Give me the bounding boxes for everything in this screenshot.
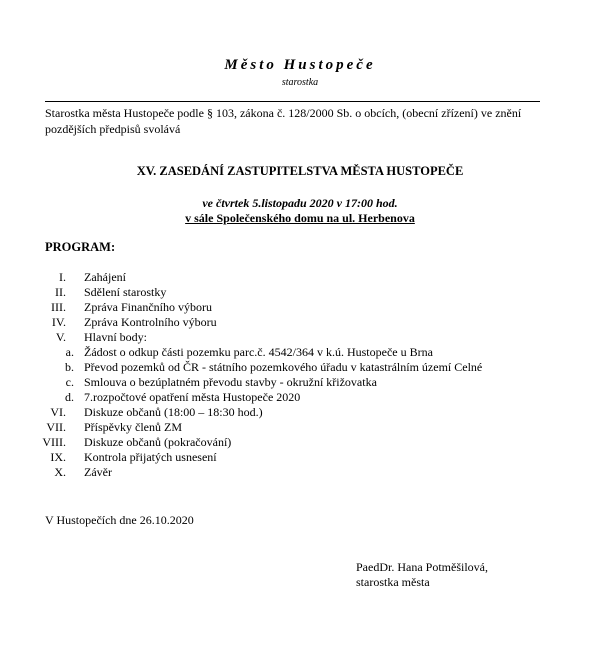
agenda-subitem xyxy=(0,345,600,360)
agenda-item-text: Diskuze občanů (18:00 – 18:30 hod.) xyxy=(84,405,263,419)
agenda-item-number: V. xyxy=(55,330,66,344)
agenda-item xyxy=(0,285,600,300)
agenda-subitem-letter: c. xyxy=(65,375,74,389)
agenda-item-number: X. xyxy=(54,465,66,479)
program-heading: PROGRAM: xyxy=(45,240,116,254)
agenda-subitem-text: Převod pozemků od ČR - státního pozemkového úřadu v katastrálním území Celné xyxy=(84,360,483,374)
agenda-subitem-text: Smlouva o bezúplatném převodu stavby - okružní křižovatka xyxy=(84,375,377,389)
town-title: Město Hustopeče xyxy=(224,57,376,73)
agenda-item-number: II. xyxy=(55,285,66,299)
agenda-item-text: Kontrola přijatých usnesení xyxy=(84,450,217,464)
meeting-title: XV. ZASEDÁNÍ ZASTUPITELSTVA MĚSTA HUSTOPEČE xyxy=(136,164,464,178)
agenda-item-text: Zpráva Kontrolního výboru xyxy=(84,315,217,329)
agenda-item-number: IV. xyxy=(51,315,66,329)
agenda-item-number: VI. xyxy=(50,405,66,419)
agenda-subitem xyxy=(0,360,600,375)
agenda-subitem xyxy=(0,375,600,390)
mayor-subtitle: starostka xyxy=(281,77,319,88)
signature-role: starostka města xyxy=(356,575,430,589)
agenda-item xyxy=(0,450,600,465)
agenda-item xyxy=(0,315,600,330)
agenda-item-number: VII. xyxy=(46,420,66,434)
agenda-item-text: Diskuze občanů (pokračování) xyxy=(84,435,232,449)
agenda-list xyxy=(0,270,600,480)
agenda-item-text: Hlavní body: xyxy=(84,330,147,344)
agenda-subitem-letter: d. xyxy=(65,390,74,404)
agenda-item-text: Zpráva Finančního výboru xyxy=(84,300,212,314)
meeting-date: ve čtvrtek 5.listopadu 2020 v 17:00 hod. xyxy=(202,196,398,210)
agenda-item-text: Sdělení starostky xyxy=(84,285,167,299)
agenda-item xyxy=(0,300,600,315)
agenda-item-text: Závěr xyxy=(84,465,112,479)
signature-name: PaedDr. Hana Potměšilová, xyxy=(356,560,488,574)
agenda-subitem-letter: a. xyxy=(65,345,74,359)
agenda-item-number: VIII. xyxy=(42,435,66,449)
agenda-item xyxy=(0,405,600,420)
meeting-place: v sále Společenského domu na ul. Herbenova xyxy=(185,211,415,225)
agenda-subitem xyxy=(0,390,600,405)
agenda-item xyxy=(0,270,600,285)
agenda-subitem-text: 7.rozpočtové opatření města Hustopeče 2020 xyxy=(84,390,301,404)
agenda-item xyxy=(0,420,600,435)
intro-paragraph: Starostka města Hustopeče podle § 103, zákona č. 128/2000 Sb. o obcích, (obecní zřízení) ve znění pozdějších předpisů svolává xyxy=(45,106,522,136)
agenda-subitem-letter: b. xyxy=(65,360,74,374)
agenda-item-number: I. xyxy=(59,270,66,284)
agenda-item xyxy=(0,435,600,450)
agenda-item xyxy=(0,465,600,480)
agenda-item-number: III. xyxy=(51,300,66,314)
agenda-item xyxy=(0,330,600,345)
place-and-date: V Hustopečích dne 26.10.2020 xyxy=(45,513,194,527)
agenda-item-number: IX. xyxy=(50,450,66,464)
header-divider xyxy=(45,101,540,102)
agenda-item-text: Zahájení xyxy=(84,270,126,284)
agenda-item-text: Příspěvky členů ZM xyxy=(84,420,182,434)
agenda-subitem-text: Žádost o odkup části pozemku parc.č. 4542/364 v k.ú. Hustopeče u Brna xyxy=(84,345,433,359)
